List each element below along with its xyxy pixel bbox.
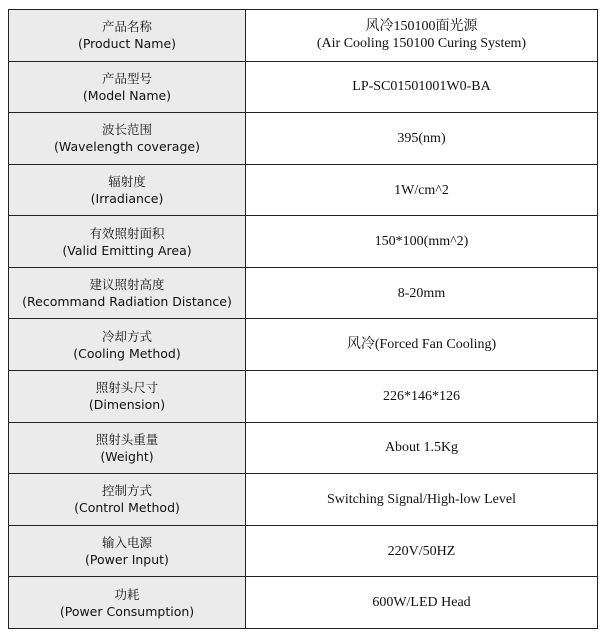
spec-label-cell: [9, 525, 246, 577]
spec-label-cell: [9, 113, 246, 165]
spec-value-cell: [246, 113, 598, 165]
spec-value-secondary: (Air Cooling 150100 Curing System): [316, 36, 527, 52]
spec-label-cell: [9, 474, 246, 526]
spec-label-chinese: 产品名称: [101, 19, 152, 35]
spec-value-cell: [246, 61, 598, 113]
spec-label-english: (Weight): [100, 448, 154, 464]
spec-value: 600W/LED Head: [372, 595, 471, 611]
spec-value-cell: [246, 216, 598, 268]
table-row: [9, 113, 598, 165]
spec-label-chinese: 辐射度: [108, 174, 146, 190]
spec-table-body: [9, 10, 598, 629]
table-row: [9, 319, 598, 371]
table-row: [9, 371, 598, 423]
spec-label-english: (Power Input): [85, 552, 169, 568]
spec-label-cell: [9, 267, 246, 319]
spec-value: 220V/50HZ: [387, 543, 456, 559]
spec-label-chinese: 建议照射高度: [89, 277, 165, 293]
table-row: [9, 61, 598, 113]
spec-label-chinese: 输入电源: [101, 535, 152, 551]
spec-label-chinese: 照射头尺寸: [95, 380, 159, 396]
spec-label-cell: [9, 216, 246, 268]
spec-value: 风冷150100面光源: [365, 19, 478, 35]
spec-label-english: (Product Name): [77, 36, 177, 52]
spec-label-english: (Model Name): [82, 87, 172, 103]
spec-label-cell: [9, 10, 246, 62]
spec-label-chinese: 波长范围: [101, 122, 152, 138]
spec-value: LP-SC01501001W0-BA: [352, 79, 491, 95]
table-row: [9, 10, 598, 62]
spec-value-cell: [246, 525, 598, 577]
spec-value: 150*100(mm^2): [374, 234, 469, 250]
table-row: [9, 577, 598, 629]
spec-label-cell: [9, 422, 246, 474]
spec-label-cell: [9, 61, 246, 113]
spec-label-chinese: 控制方式: [101, 483, 152, 499]
spec-value-cell: [246, 371, 598, 423]
spec-label-english: (Irradiance): [90, 191, 164, 207]
spec-label-english: (Valid Emitting Area): [62, 242, 192, 258]
spec-value: 8-20mm: [397, 285, 446, 301]
spec-value: 1W/cm^2: [394, 182, 449, 198]
spec-label-chinese: 冷却方式: [101, 328, 152, 344]
spec-value-cell: [246, 319, 598, 371]
spec-label-cell: [9, 371, 246, 423]
spec-value-cell: [246, 10, 598, 62]
spec-value: 226*146*126: [383, 388, 460, 404]
spec-label-chinese: 功耗: [114, 586, 140, 602]
spec-label-english: (Cooling Method): [73, 345, 181, 361]
table-row: [9, 525, 598, 577]
spec-label-chinese: 照射头重量: [95, 431, 159, 447]
spec-label-cell: [9, 319, 246, 371]
table-row: [9, 267, 598, 319]
spec-value: 风冷(Forced Fan Cooling): [346, 337, 497, 353]
spec-label-english: (Dimension): [88, 397, 166, 413]
spec-label-cell: [9, 577, 246, 629]
spec-value-cell: [246, 267, 598, 319]
spec-value-cell: [246, 422, 598, 474]
spec-value-cell: [246, 474, 598, 526]
spec-label-english: (Recommand Radiation Distance): [22, 294, 232, 310]
spec-value-cell: [246, 577, 598, 629]
spec-value: 395(nm): [397, 130, 446, 146]
spec-label-cell: [9, 164, 246, 216]
spec-value: Switching Signal/High-low Level: [327, 491, 516, 507]
spec-label-chinese: 有效照射面积: [89, 225, 165, 241]
spec-label-chinese: 产品型号: [101, 70, 152, 86]
spec-value: About 1.5Kg: [384, 440, 459, 456]
table-row: [9, 216, 598, 268]
table-row: [9, 474, 598, 526]
table-row: [9, 422, 598, 474]
spec-table: [8, 9, 598, 629]
table-row: [9, 164, 598, 216]
spec-label-english: (Control Method): [74, 500, 180, 516]
spec-label-english: (Wavelength coverage): [54, 139, 200, 155]
spec-value-cell: [246, 164, 598, 216]
spec-label-english: (Power Consumption): [59, 603, 195, 619]
